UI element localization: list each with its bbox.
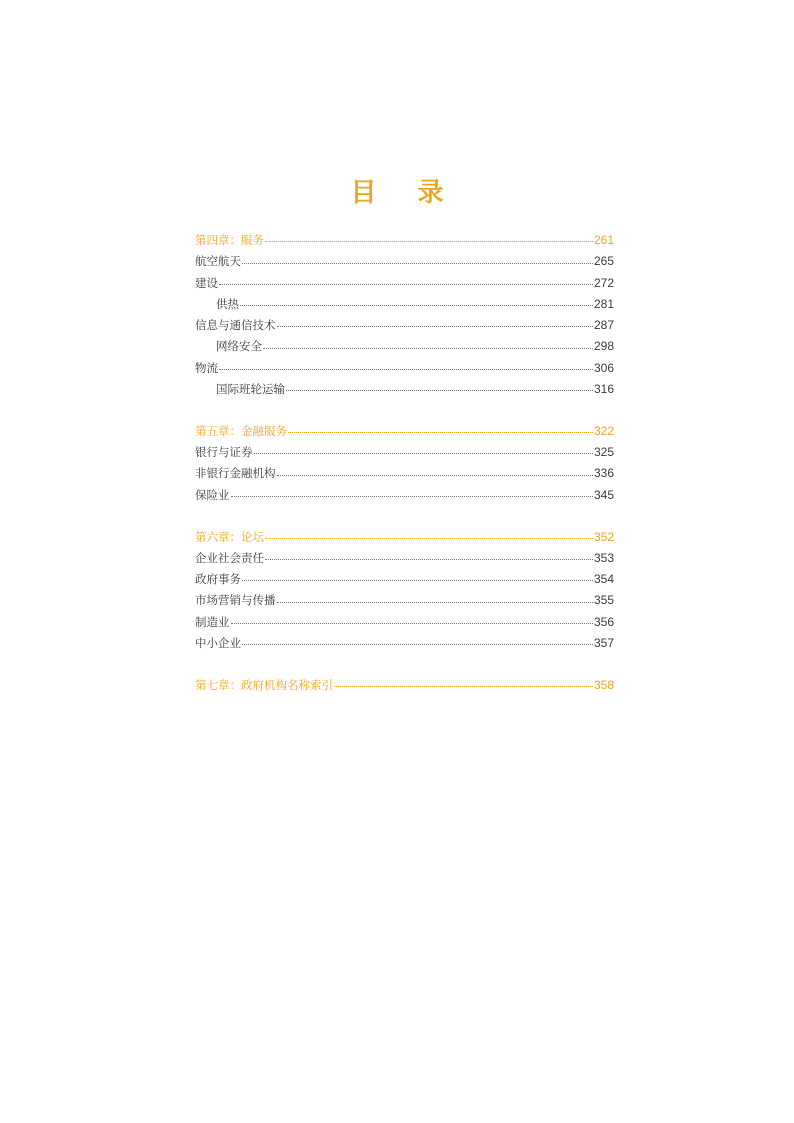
toc-page-number: 298 xyxy=(593,339,614,354)
toc-page-number: 354 xyxy=(593,572,614,587)
toc-entry-label: 非银行金融机构 xyxy=(195,466,276,481)
toc-page-number: 357 xyxy=(593,636,614,651)
toc-page-number: 353 xyxy=(593,550,614,565)
toc-entry-label: 中小企业 xyxy=(195,636,241,651)
toc-entry[interactable] xyxy=(195,463,614,484)
toc-page-number: 336 xyxy=(593,466,614,481)
toc-entry[interactable] xyxy=(195,251,614,272)
toc-entry[interactable] xyxy=(195,294,614,315)
toc-entry[interactable] xyxy=(195,485,614,506)
toc-entry-label: 物流 xyxy=(195,360,218,375)
toc-entry-label: 供热 xyxy=(216,296,239,311)
toc-page-number: 272 xyxy=(593,275,614,290)
toc-entry[interactable] xyxy=(195,548,614,569)
toc-entry[interactable] xyxy=(195,590,614,611)
dot-leader xyxy=(265,538,593,539)
toc-page-number: 355 xyxy=(593,593,614,608)
toc-entry-label: 制造业 xyxy=(195,614,230,629)
toc-entry-label: 银行与证券 xyxy=(195,445,253,460)
toc-page-number: 316 xyxy=(593,382,614,397)
toc-entry[interactable] xyxy=(195,612,614,633)
toc-entry-label: 国际班轮运输 xyxy=(216,382,285,397)
section-gap xyxy=(195,506,614,527)
toc-chapter-entry[interactable] xyxy=(195,230,614,251)
section-gap xyxy=(195,400,614,421)
table-of-contents xyxy=(195,230,614,696)
dot-leader xyxy=(265,559,593,560)
toc-entry[interactable] xyxy=(195,379,614,400)
toc-page-number: 265 xyxy=(593,254,614,269)
toc-entry-label: 市场营销与传播 xyxy=(195,593,276,608)
toc-page-number: 281 xyxy=(593,296,614,311)
toc-entry[interactable] xyxy=(195,633,614,654)
dot-leader xyxy=(277,475,593,476)
toc-chapter-entry[interactable] xyxy=(195,421,614,442)
dot-leader xyxy=(231,496,593,497)
toc-entry-label: 网络安全 xyxy=(216,339,262,354)
toc-entry[interactable] xyxy=(195,273,614,294)
toc-entry[interactable] xyxy=(195,442,614,463)
dot-leader xyxy=(254,453,593,454)
dot-leader xyxy=(277,602,593,603)
toc-chapter-entry[interactable] xyxy=(195,527,614,548)
section-gap xyxy=(195,654,614,675)
dot-leader xyxy=(265,241,593,242)
dot-leader xyxy=(242,644,593,645)
dot-leader xyxy=(263,348,593,349)
dot-leader xyxy=(334,686,593,687)
toc-entry-label: 建设 xyxy=(195,275,218,290)
toc-page-number: 352 xyxy=(593,529,614,544)
toc-page-number: 287 xyxy=(593,318,614,333)
toc-chapter-entry[interactable] xyxy=(195,675,614,696)
toc-entry-label: 政府事务 xyxy=(195,572,241,587)
dot-leader xyxy=(219,284,593,285)
toc-page-number: 306 xyxy=(593,360,614,375)
toc-entry[interactable] xyxy=(195,358,614,379)
dot-leader xyxy=(219,369,593,370)
toc-entry-label: 保险业 xyxy=(195,487,230,502)
toc-entry[interactable] xyxy=(195,336,614,357)
toc-entry[interactable] xyxy=(195,315,614,336)
toc-page-number: 345 xyxy=(593,487,614,502)
toc-entry-label: 第四章：服务 xyxy=(195,233,264,247)
toc-page-number: 261 xyxy=(593,233,614,247)
dot-leader xyxy=(242,580,593,581)
toc-entry-label: 航空航天 xyxy=(195,254,241,269)
toc-entry-label: 企业社会责任 xyxy=(195,550,264,565)
toc-entry-label: 第六章：论坛 xyxy=(195,529,264,544)
dot-leader xyxy=(288,432,593,433)
dot-leader xyxy=(240,305,593,306)
dot-leader xyxy=(286,390,593,391)
toc-entry-label: 第五章：金融服务 xyxy=(195,423,287,438)
dot-leader xyxy=(242,263,593,264)
page-title: 目 录 xyxy=(350,178,460,208)
toc-entry-label: 信息与通信技术 xyxy=(195,318,276,333)
toc-page-number: 358 xyxy=(593,677,614,692)
toc-page-number: 325 xyxy=(593,445,614,460)
dot-leader xyxy=(277,326,593,327)
toc-entry[interactable] xyxy=(195,569,614,590)
toc-page-number: 322 xyxy=(593,423,614,438)
toc-entry-label: 第七章：政府机构名称索引 xyxy=(195,677,333,692)
dot-leader xyxy=(231,623,593,624)
toc-page-number: 356 xyxy=(593,614,614,629)
